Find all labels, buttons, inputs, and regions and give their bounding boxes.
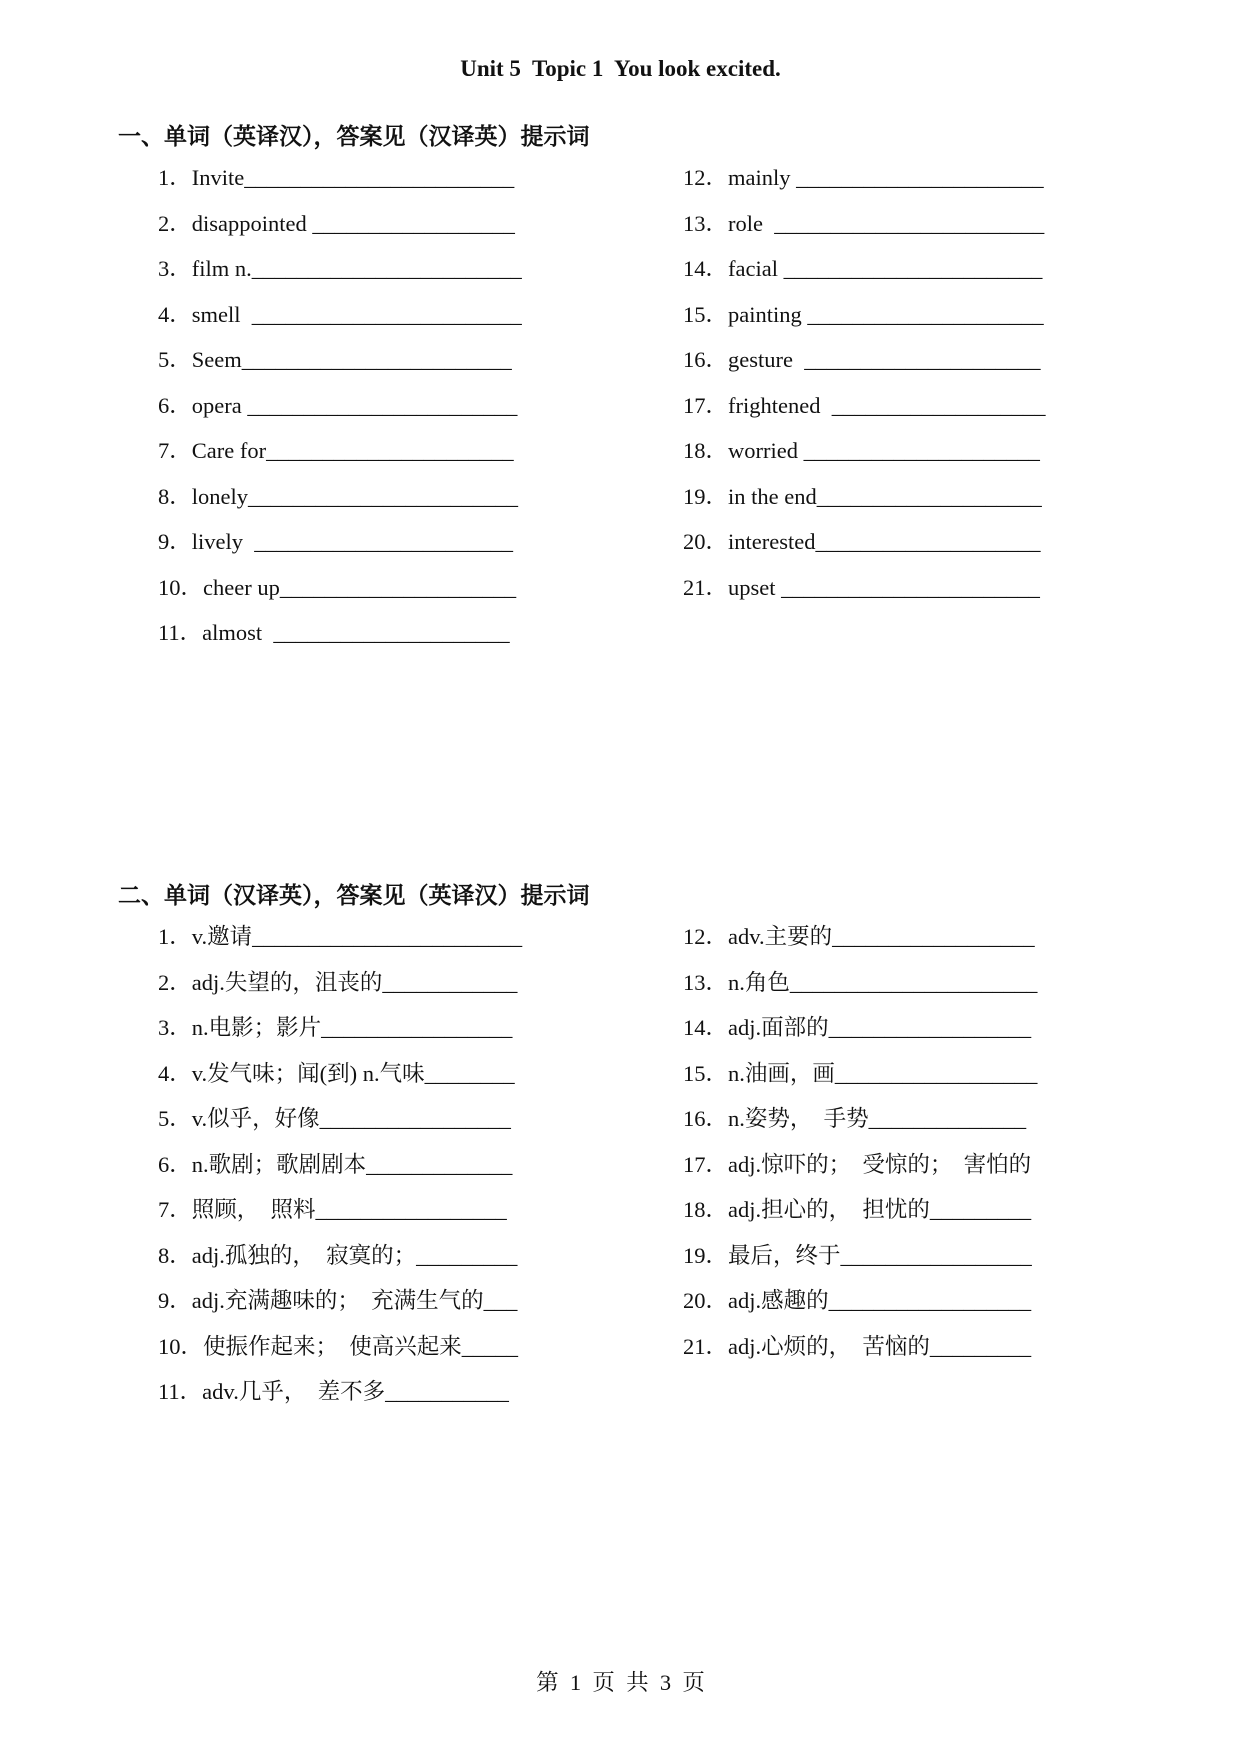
vocab-item [683, 1286, 1031, 1316]
vocab-item [683, 300, 1044, 330]
item-text: worried _____________________ [728, 438, 1040, 463]
item-number: 2． [158, 969, 192, 995]
vocab-item [683, 573, 1040, 603]
vocab-item [158, 209, 515, 239]
vocab-item [683, 482, 1042, 512]
item-number: 17． [683, 1151, 729, 1177]
vocab-item [158, 1104, 511, 1134]
item-number: 10． [158, 574, 204, 600]
item-text: 最后，终于_________________ [728, 1242, 1032, 1268]
item-number: 15． [683, 1060, 729, 1086]
item-text: n.姿势， 手势______________ [728, 1106, 1027, 1131]
item-text: Seem________________________ [191, 347, 512, 372]
item-text: facial _______________________ [728, 256, 1043, 281]
item-text: adj.惊吓的； 受惊的； 害怕的 [728, 1151, 1032, 1177]
item-text: Care for______________________ [191, 438, 514, 463]
item-number: 1． [158, 165, 192, 190]
item-number: 7． [158, 1197, 192, 1222]
item-text: almost _____________________ [202, 620, 510, 645]
item-number: 10． [158, 1333, 204, 1359]
vocab-item [683, 345, 1041, 375]
item-number: 13． [683, 210, 729, 236]
vocab-item [158, 1013, 512, 1043]
vocab-item [683, 922, 1035, 952]
item-text: gesture _____________________ [728, 347, 1041, 372]
vocab-item [683, 209, 1044, 239]
vocab-item [683, 527, 1040, 557]
item-number: 2． [158, 210, 192, 236]
item-number: 12． [683, 165, 729, 190]
vocab-item [683, 163, 1044, 193]
item-number: 9． [158, 529, 192, 554]
vocab-item [683, 436, 1040, 466]
item-number: 11． [158, 620, 203, 645]
item-number: 16． [683, 347, 729, 372]
item-text: cheer up_____________________ [203, 574, 517, 600]
item-text: role ________________________ [728, 210, 1045, 236]
vocab-item [158, 482, 518, 512]
item-number: 8． [158, 1242, 192, 1268]
item-text: painting _____________________ [728, 301, 1044, 327]
item-number: 15． [683, 301, 729, 327]
item-number: 13． [683, 969, 729, 995]
item-number: 16． [683, 1106, 729, 1131]
item-number: 5． [158, 347, 192, 372]
vocab-item [158, 436, 514, 466]
item-number: 4． [158, 1060, 192, 1086]
item-number: 21． [683, 574, 729, 600]
item-number: 3． [158, 1015, 192, 1040]
vocab-item [683, 1104, 1026, 1134]
item-text: adv.几乎， 差不多___________ [202, 1379, 509, 1404]
item-text: adj.担心的， 担忧的_________ [728, 1197, 1032, 1222]
vocab-item [158, 968, 517, 998]
item-number: 3． [158, 256, 192, 281]
item-number: 19． [683, 483, 729, 509]
item-text: adj.面部的__________________ [728, 1015, 1032, 1040]
item-number: 19． [683, 1242, 729, 1268]
item-text: v.发气味；闻(到) n.气味________ [191, 1060, 515, 1086]
vocab-item [158, 1332, 518, 1362]
page-title: Unit 5 Topic 1 You look excited. [460, 56, 781, 81]
vocab-item [158, 391, 517, 421]
item-text: adj.充满趣味的； 充满生气的___ [191, 1288, 518, 1313]
item-text: v.似乎，好像_________________ [191, 1106, 511, 1131]
item-text: lively _______________________ [191, 529, 514, 554]
item-text: adj.感趣的__________________ [728, 1288, 1032, 1313]
item-number: 17． [683, 392, 729, 418]
section1-heading: 一、单词（英译汉），答案见（汉译英）提示词 [118, 124, 590, 149]
vocab-item [158, 922, 522, 952]
item-text: v.邀请________________________ [191, 924, 523, 949]
vocab-item [158, 254, 522, 284]
vocab-item [158, 1059, 515, 1089]
item-number: 4． [158, 301, 192, 327]
vocab-item [158, 300, 522, 330]
vocab-item [683, 1059, 1037, 1089]
vocab-item [158, 163, 514, 193]
vocab-item [158, 618, 510, 648]
vocab-item [158, 1286, 517, 1316]
vocab-item [158, 573, 516, 603]
item-text: n.歌剧；歌剧剧本_____________ [191, 1151, 513, 1177]
vocab-item [683, 1332, 1031, 1362]
item-text: film n.________________________ [191, 256, 522, 281]
item-text: n.角色______________________ [728, 969, 1038, 995]
item-text: frightened ___________________ [728, 392, 1046, 418]
vocab-item [158, 1241, 517, 1271]
item-text: 照顾， 照料_________________ [191, 1197, 507, 1222]
item-text: 使振作起来； 使高兴起来_____ [203, 1333, 519, 1359]
section2-heading: 二、单词（汉译英），答案见（英译汉）提示词 [118, 883, 590, 908]
item-text: mainly ______________________ [728, 165, 1044, 190]
vocab-item [683, 968, 1037, 998]
item-text: upset _______________________ [728, 574, 1040, 600]
item-text: n.油画，画__________________ [728, 1060, 1038, 1086]
vocab-item [683, 1013, 1031, 1043]
item-number: 8． [158, 483, 192, 509]
item-number: 5． [158, 1106, 192, 1131]
vocab-item [683, 1150, 1031, 1180]
item-number: 14． [683, 1015, 729, 1040]
item-number: 14． [683, 256, 729, 281]
item-text: smell ________________________ [191, 301, 522, 327]
item-text: adv.主要的__________________ [728, 924, 1035, 949]
item-text: lonely________________________ [191, 483, 519, 509]
item-number: 6． [158, 1151, 192, 1177]
vocab-item [158, 1150, 512, 1180]
item-text: interested____________________ [728, 529, 1041, 554]
item-number: 20． [683, 1288, 729, 1313]
vocab-item [158, 1195, 507, 1225]
item-number: 6． [158, 392, 192, 418]
item-number: 11． [158, 1379, 203, 1404]
item-text: opera ________________________ [191, 392, 518, 418]
item-number: 7． [158, 438, 192, 463]
vocab-item [158, 1377, 509, 1407]
vocab-item [158, 527, 513, 557]
item-number: 18． [683, 1197, 729, 1222]
item-number: 9． [158, 1288, 192, 1313]
item-text: Invite________________________ [191, 165, 515, 190]
item-number: 20． [683, 529, 729, 554]
vocab-item [158, 345, 512, 375]
item-text: in the end____________________ [728, 483, 1042, 509]
item-text: adj.失望的，沮丧的____________ [191, 969, 518, 995]
item-text: disappointed __________________ [191, 210, 515, 236]
item-number: 21． [683, 1333, 729, 1359]
item-number: 1． [158, 924, 192, 949]
page-footer: 第 1 页 共 3 页 [536, 1670, 705, 1695]
item-text: n.电影；影片_________________ [191, 1015, 513, 1040]
vocab-item [683, 1241, 1032, 1271]
item-number: 18． [683, 438, 729, 463]
vocab-item [683, 391, 1045, 421]
item-text: adj.孤独的， 寂寞的；_________ [191, 1242, 518, 1268]
item-number: 12． [683, 924, 729, 949]
item-text: adj.心烦的， 苦恼的_________ [728, 1333, 1032, 1359]
vocab-item [683, 1195, 1031, 1225]
vocab-item [683, 254, 1042, 284]
